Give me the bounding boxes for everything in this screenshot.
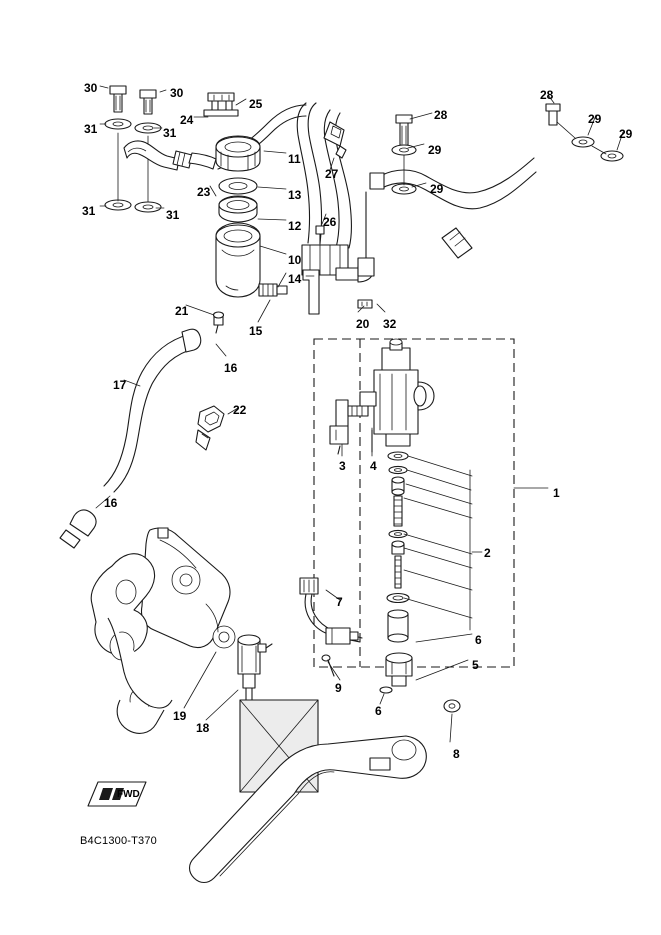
reservoir-assembly — [214, 136, 288, 333]
brake-hose-17 — [60, 329, 201, 548]
callout-9: 9 — [335, 681, 342, 695]
callout-13: 13 — [288, 188, 302, 202]
pedal-bracket-group — [91, 528, 318, 792]
callout-29-d: 29 — [430, 182, 444, 196]
callout-4: 4 — [370, 459, 377, 473]
clevis-parts — [330, 400, 372, 454]
hose-holder-22 — [196, 406, 224, 450]
callout-3: 3 — [339, 459, 346, 473]
callout-29-b: 29 — [619, 127, 633, 141]
callout-32: 32 — [383, 317, 397, 331]
callout-1: 1 — [553, 486, 560, 500]
callout-7: 7 — [336, 595, 343, 609]
callout-31-d: 31 — [166, 208, 180, 222]
callout-28-a: 28 — [434, 108, 448, 122]
callout-27: 27 — [325, 167, 339, 181]
callout-30-b: 30 — [170, 86, 184, 100]
hose-clamp-25 — [204, 93, 238, 116]
callout-11: 11 — [288, 152, 301, 166]
callout-16-b: 16 — [104, 496, 118, 510]
callout-17: 17 — [113, 378, 127, 392]
callout-6-b: 6 — [375, 704, 382, 718]
callout-20: 20 — [356, 317, 370, 331]
brake-switch-group — [300, 578, 362, 676]
fwd-arrow-label: FWD — [117, 789, 140, 800]
callout-6-a: 6 — [475, 633, 482, 647]
callout-15: 15 — [249, 324, 263, 338]
callout-23: 23 — [197, 185, 211, 199]
diagram-code-label: B4C1300-T370 — [80, 835, 158, 847]
callout-28-b: 28 — [540, 88, 554, 102]
callout-24: 24 — [180, 113, 194, 127]
callout-26: 26 — [323, 215, 337, 229]
callout-31-c: 31 — [82, 204, 96, 218]
callout-31-a: 31 — [84, 122, 98, 136]
callout-14: 14 — [288, 272, 302, 286]
callout-31-b: 31 — [163, 126, 177, 140]
callout-8: 8 — [453, 747, 460, 761]
callout-29-c: 29 — [428, 143, 442, 157]
banjo-bolt-group-right — [358, 104, 623, 276]
callout-30-a: 30 — [84, 81, 98, 95]
callout-21: 21 — [175, 304, 189, 318]
callout-2: 2 — [484, 546, 491, 560]
callout-29-a: 29 — [588, 112, 602, 126]
master-cylinder-body — [360, 339, 434, 446]
callout-5: 5 — [472, 658, 479, 672]
internal-parts-column — [380, 452, 472, 712]
callout-12: 12 — [288, 219, 302, 233]
callout-25: 25 — [249, 97, 263, 111]
callout-22: 22 — [233, 403, 247, 417]
callout-10: 10 — [288, 253, 302, 267]
callout-18: 18 — [196, 721, 210, 735]
callout-16-a: 16 — [224, 361, 238, 375]
callout-19: 19 — [173, 709, 187, 723]
brake-pedal-arm — [190, 736, 427, 883]
hose-clip-27 — [324, 122, 346, 158]
